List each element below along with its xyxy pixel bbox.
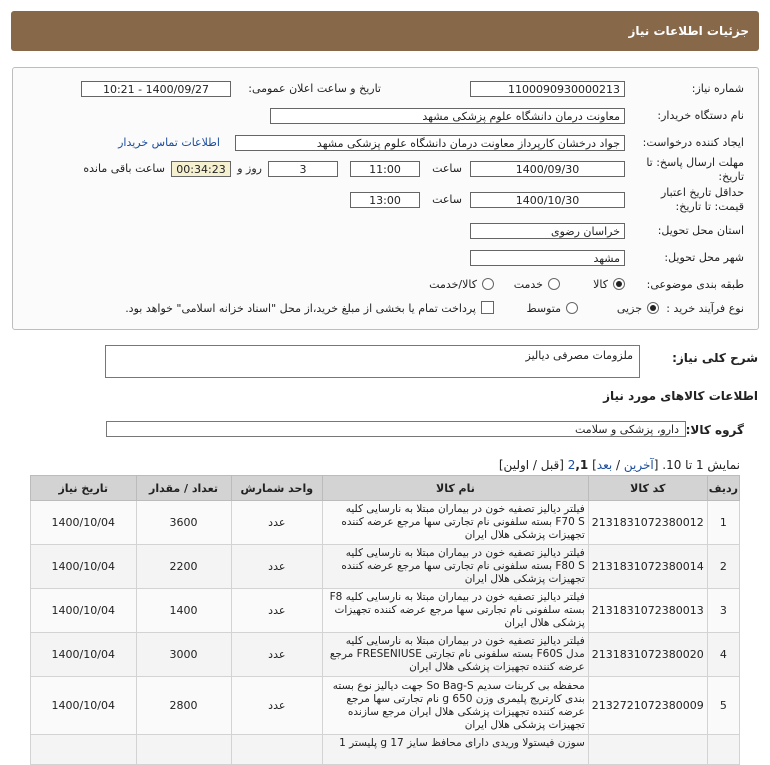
row-index: 1 <box>707 501 739 545</box>
row-date: 1400/10/04 <box>31 545 137 589</box>
reply-deadline-label: مهلت ارسال پاسخ: تا تاریخ: <box>646 156 744 183</box>
row-code: 2131831072380012 <box>588 501 707 545</box>
table-row[interactable] <box>31 545 740 589</box>
row-index <box>707 735 739 765</box>
validity-time-label: ساعت <box>432 193 462 206</box>
validity-time-field: 13:00 <box>350 192 420 208</box>
category-option-goods-service: کالا/خدمت <box>429 278 477 291</box>
row-name: سوزن فیستولا وریدی دارای محافظ سایز 17 g پلیستر 1 <box>323 735 589 765</box>
buyer-org-label: نام دستگاه خریدار: <box>657 109 744 122</box>
reply-date-field: 1400/09/30 <box>470 161 625 177</box>
pagination-current-page: ,1 <box>575 458 589 472</box>
row-unit: عدد <box>231 545 323 589</box>
row-unit: عدد <box>231 589 323 633</box>
days-label: روز و <box>237 162 262 175</box>
category-radio-goods-service[interactable] <box>482 278 494 290</box>
goods-group-field <box>106 421 686 437</box>
row-index: 2 <box>707 545 739 589</box>
row-unit: عدد <box>231 677 323 735</box>
city-label: شهر محل تحویل: <box>664 251 744 264</box>
row-name: فیلتر دیالیز تصفیه خون در بیماران مبتلا به نارسایی کلیه F8 بسته سلفونی نام تجارتی سها مرجع عرضه کننده تجهیزات پزشکی هلال ایران <box>323 589 589 633</box>
row-date: 1400/10/04 <box>31 677 137 735</box>
city-field: مشهد <box>470 250 625 266</box>
buyer-contact-link[interactable]: اطلاعات تماس خریدار <box>118 136 220 149</box>
row-code: 2131831072380013 <box>588 589 707 633</box>
need-info-panel <box>12 67 759 330</box>
reply-time-field: 11:00 <box>350 161 420 177</box>
category-radio-goods[interactable] <box>613 278 625 290</box>
row-index: 5 <box>707 677 739 735</box>
row-qty: 1400 <box>136 589 231 633</box>
summary-value: ملزومات مصرفی دیالیز <box>525 349 633 362</box>
pagination-rest: [قبل / اولین] <box>498 458 568 472</box>
items-table-header <box>31 476 740 501</box>
row-code: 2132721072380009 <box>588 677 707 735</box>
summary-field <box>105 345 640 378</box>
treasury-payment-note: پرداخت تمام یا بخشی از مبلغ خرید،از محل "اسناد خزانه اسلامی" خواهد بود. <box>125 302 476 315</box>
col-unit-header: واحد شمارش <box>231 476 323 501</box>
pagination-sep1: / <box>612 458 624 472</box>
row-date: 1400/10/04 <box>31 501 137 545</box>
page-title-bar <box>11 11 759 51</box>
col-name-header: نام کالا <box>323 476 589 501</box>
category-radio-service[interactable] <box>548 278 560 290</box>
category-option-service: خدمت <box>513 278 543 291</box>
row-date: 1400/10/04 <box>31 633 137 677</box>
process-radio-medium[interactable] <box>566 302 578 314</box>
process-label: نوع فرآیند خرید : <box>666 302 744 315</box>
row-date <box>31 735 137 765</box>
goods-group-value: دارو، پزشکی و سلامت <box>575 423 679 436</box>
table-row[interactable] <box>31 501 740 545</box>
row-code <box>588 735 707 765</box>
row-name: فیلتر دیالیز تصفیه خون در بیماران مبتلا به نارسایی کلیه F70 S بسته سلفونی نام تجارتی سها مرجع عرضه کننده تجهیزات پزشکی هلال ایران <box>323 501 589 545</box>
col-code-header: کد کالا <box>588 476 707 501</box>
process-option-minor: جزیی <box>616 302 642 315</box>
table-row[interactable] <box>31 735 740 765</box>
row-qty <box>136 735 231 765</box>
validity-date-field: 1400/10/30 <box>470 192 625 208</box>
days-field: 3 <box>268 161 338 177</box>
table-row[interactable] <box>31 589 740 633</box>
row-name: فیلتر دیالیز تصفیه خون در بیماران مبتلا به نارسایی کلیه مدل F60S بسته سلفونی نام تجارتی FRESENIUSE مرجع عرضه کننده تجهیزات پزشکی هلال ایران <box>323 633 589 677</box>
row-name: فیلتر دیالیز تصفیه خون در بیماران مبتلا به نارسایی کلیه F80 S بسته سلفونی نام تجارتی سها مرجع عرضه کننده تجهیزات پزشکی هلال ایران <box>323 545 589 589</box>
row-qty: 2800 <box>136 677 231 735</box>
row-index: 4 <box>707 633 739 677</box>
buyer-org-field: معاونت درمان دانشگاه علوم پزشکی مشهد <box>270 108 625 124</box>
pagination-last-link[interactable]: آخرین <box>623 458 654 472</box>
pagination-sep2: ] <box>588 458 597 472</box>
row-name: محفظه بی کربنات سدیم So Bag-S جهت دیالیز نوع بسته بندی کارتریج پلیمری وزن 650 g نام تجارتی سها مرجع عرضه کننده تجهیزات پزشکی هلال ایران مرجع سازنده تجهیزات پزشکی هلال ایران <box>323 677 589 735</box>
need-number-field: 1100090930000213 <box>470 81 625 97</box>
need-number-label: شماره نیاز: <box>691 82 744 95</box>
row-unit: عدد <box>231 501 323 545</box>
goods-group-label: گروه کالا: <box>685 423 744 437</box>
reply-time-label: ساعت <box>432 162 462 175</box>
announce-field: 1400/09/27 - 10:21 <box>81 81 231 97</box>
remaining-time-label: ساعت باقی مانده <box>83 162 165 175</box>
process-radio-minor[interactable] <box>647 302 659 314</box>
goods-section-title: اطلاعات کالاهای مورد نیاز <box>603 389 758 403</box>
table-row[interactable] <box>31 677 740 735</box>
validity-label: حداقل تاریخ اعتبار قیمت: تا تاریخ: <box>660 186 744 213</box>
row-code: 2131831072380014 <box>588 545 707 589</box>
row-index: 3 <box>707 589 739 633</box>
row-qty: 3000 <box>136 633 231 677</box>
row-qty: 3600 <box>136 501 231 545</box>
table-row[interactable] <box>31 633 740 677</box>
category-label: طبقه بندی موضوعی: <box>646 278 744 291</box>
process-option-medium: متوسط <box>526 302 561 315</box>
remaining-time-field: 00:34:23 <box>171 161 231 177</box>
pagination <box>499 458 740 472</box>
row-code: 2131831072380020 <box>588 633 707 677</box>
summary-label: شرح کلی نیاز: <box>672 351 758 365</box>
col-qty-header: تعداد / مقدار <box>136 476 231 501</box>
requester-label: ایجاد کننده درخواست: <box>642 136 744 149</box>
row-unit: عدد <box>231 633 323 677</box>
pagination-prefix: نمایش 1 تا 10. [ <box>653 458 740 472</box>
requester-field: جواد درخشان کارپرداز معاونت درمان دانشگاه علوم پزشکی مشهد <box>235 135 625 151</box>
col-date-header: تاریخ نیاز <box>31 476 137 501</box>
category-option-goods: کالا <box>593 278 608 291</box>
row-unit <box>231 735 323 765</box>
row-qty: 2200 <box>136 545 231 589</box>
col-row-header: ردیف <box>707 476 739 501</box>
announce-label: تاریخ و ساعت اعلان عمومی: <box>248 82 381 95</box>
treasury-payment-checkbox[interactable] <box>481 301 494 314</box>
page-title: جزئیات اطلاعات نیاز <box>628 24 749 38</box>
items-table <box>30 475 740 765</box>
row-date: 1400/10/04 <box>31 589 137 633</box>
province-field: خراسان رضوی <box>470 223 625 239</box>
pagination-next-link[interactable]: بعد <box>596 458 613 472</box>
province-label: استان محل تحویل: <box>657 224 744 237</box>
pagination-page-2-link[interactable]: 2 <box>567 458 576 472</box>
